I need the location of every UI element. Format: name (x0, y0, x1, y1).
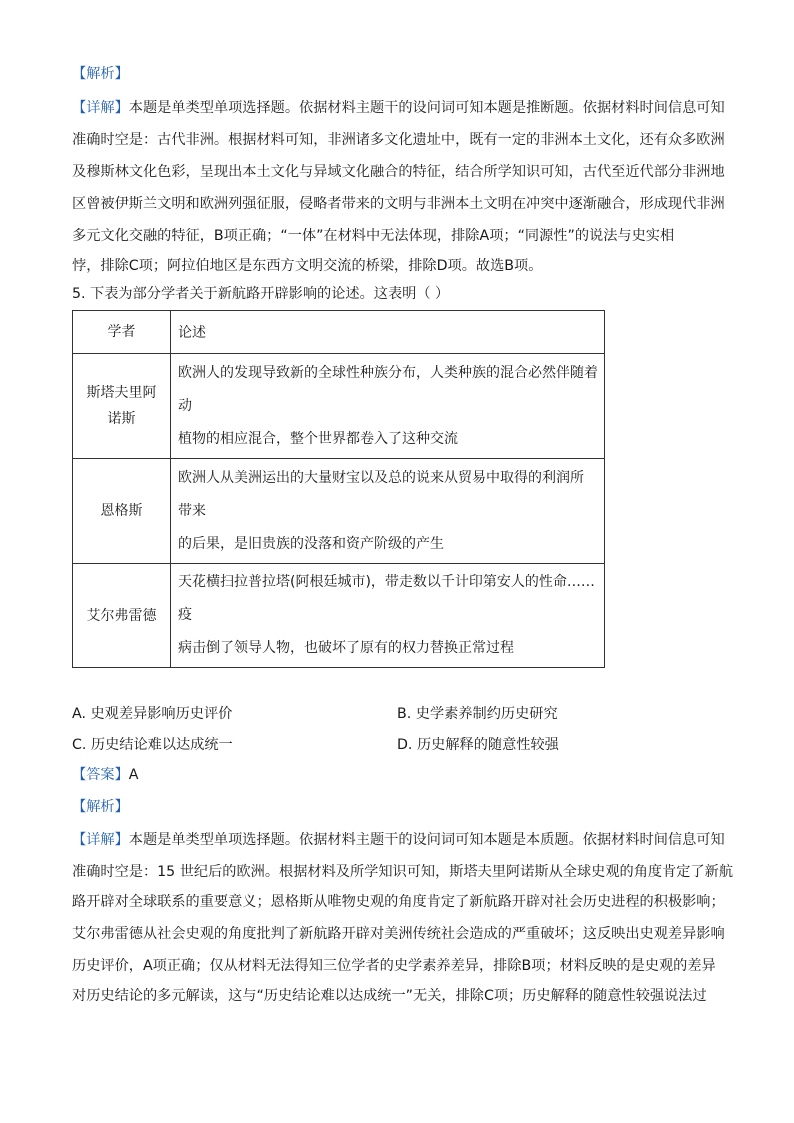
option-b[interactable]: B. 史学素养制约历史研究 (397, 706, 558, 722)
answer-line (72, 765, 138, 785)
table-row (73, 459, 605, 564)
scholar-cell: 恩格斯 (73, 459, 171, 564)
header-statement: 论述 (171, 311, 605, 354)
detail-line-2-1: 准确时空是：15 世纪后的欧洲。根据材料及所学知识可知，斯塔夫里阿诺斯从全球史观的角度肯定了新航 (72, 864, 734, 880)
header-scholar: 学者 (73, 311, 171, 354)
scholar-cell: 斯塔夫里阿 诺斯 (73, 354, 171, 459)
detail-line-2-3: 艾尔弗雷德从社会史观的角度批判了新航路开辟对美洲传统社会造成的严重破坏；这反映出史观差异影响 (72, 926, 725, 942)
detail-tag-2: 【详解】 (72, 832, 129, 848)
detail-line-2-5: 对历史结论的多元解读，这与“历史结论难以达成统一”无关，排除C项；历史解释的随意性较强说法过 (72, 988, 707, 1004)
detail-line-1-3: 区曾被伊斯兰文明和欧洲列强征服，侵略者带来的文明与非洲本土文明在冲突中逐渐融合，形成现代非洲 (72, 196, 725, 212)
detail-line-1-0: 【详解】本题是单类型单项选择题。依据材料主题干的设问词可知本题是推断题。依据材料时间信息可知 (72, 100, 725, 116)
analysis-tag-2: 【解析】 (72, 799, 129, 815)
source-table (72, 310, 605, 668)
answer-tag: 【答案】 (72, 767, 129, 783)
table-row (73, 564, 605, 668)
detail-line-1-5: 悖，排除C项；阿拉伯地区是东西方文明交流的桥梁，排除D项。故选B项。 (72, 258, 543, 274)
table-header-row (73, 311, 605, 354)
detail-line-1-1: 准确时空是：古代非洲。根据材料可知，非洲诸多文化遗址中，既有一定的非洲本土文化，还有众多欧洲 (72, 132, 725, 148)
detail-line-1-2: 及穆斯林文化色彩，呈现出本土文化与异域文化融合的特征，结合所学知识可知，古代至近代部分非洲地 (72, 164, 725, 180)
table-row (73, 354, 605, 459)
statement-cell: 欧洲人的发现导致新的全球性种族分布，人类种族的混合必然伴随着 动 植物的相应混合，整个世界都卷入了这种交流 (171, 354, 605, 459)
option-d[interactable]: D. 历史解释的随意性较强 (397, 737, 559, 753)
statement-cell: 欧洲人从美洲运出的大量财宝以及总的说来从贸易中取得的利润所 带来 的后果，是旧贵族的没落和资产阶级的产生 (171, 459, 605, 564)
detail-line-2-0: 【详解】本题是单类型单项选择题。依据材料主题干的设问词可知本题是本质题。依据材料时间信息可知 (72, 832, 725, 848)
detail-line-2-2: 路开辟对全球联系的重要意义；恩格斯从唯物史观的角度肯定了新航路开辟对社会历史进程的积极影响； (72, 894, 725, 910)
option-a[interactable]: A. 史观差异影响历史评价 (72, 706, 233, 722)
detail-tag-1: 【详解】 (72, 100, 129, 116)
analysis-tag-1: 【解析】 (72, 66, 129, 82)
scholar-cell: 艾尔弗雷德 (73, 564, 171, 668)
question-stem: 5. 下表为部分学者关于新航路开辟影响的论述。这表明（ ） (72, 286, 450, 302)
detail-line-1-4: 多元文化交融的特征，B项正确；“一体”在材料中无法体现，排除A项；“同源性”的说法与史实相 (72, 228, 675, 244)
statement-cell: 天花横扫拉普拉塔(阿根廷城市)，带走数以千计印第安人的性命…… 疫 病击倒了领导人物，也破坏了原有的权力替换正常过程 (171, 564, 605, 668)
option-c[interactable]: C. 历史结论难以达成统一 (72, 737, 233, 753)
answer-value: A (128, 767, 139, 783)
detail-line-2-4: 历史评价，A项正确；仅从材料无法得知三位学者的史学素养差异，排除B项；材料反映的是史观的差异 (72, 958, 716, 974)
